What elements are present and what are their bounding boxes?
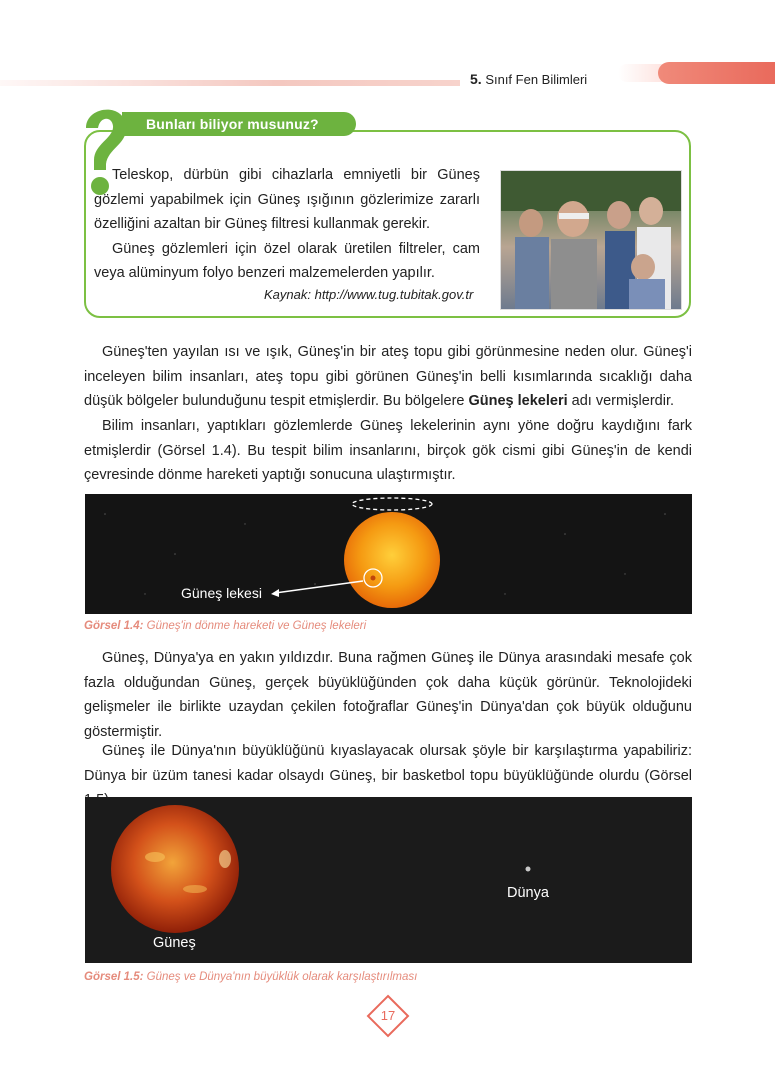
figure2-caption bbox=[84, 971, 417, 983]
p2-text: Bilim insanları, yaptıkları gözlemlerde Güneş lekelerinin aynı yöne doğru kaydığını fark etmişlerdir (Görsel 1.4). Bu tespit bilim insanlarını, birçok gök cismi gibi Güneş'in de kendi çevresinde dönme hareketi yaptığı sonucuna ulaştırmıştır. bbox=[84, 418, 692, 484]
body-paragraph-2 bbox=[84, 414, 692, 488]
header-line bbox=[0, 80, 460, 86]
info-paragraph-1: Teleskop, dürbün gibi cihazlarla emniyetli bir Güneş gözlemi yapabilmek için Güneş ışığının gözlerimize zararlı özelliğini azaltan bir Güneş filtresi kullanmak gerekir. bbox=[94, 167, 480, 232]
figure-sun-earth-comparison bbox=[85, 797, 692, 963]
header-title bbox=[470, 71, 587, 87]
photo-illustration bbox=[501, 171, 681, 309]
sun-rotation-illustration bbox=[85, 494, 692, 614]
body-paragraph-3 bbox=[84, 646, 692, 744]
earth-label: Dünya bbox=[507, 885, 549, 901]
p1-text: Güneş'ten yayılan ısı ve ışık, Güneş'in bir ateş topu gibi görünmesine neden olur. Güneş'i inceleyen bilim insanları, ateş topu gibi görünen Güneş'in belli kısımlarında sıcaklığı daha düşük bölgeler bulunduğunu tespit etmişlerdir. Bu bölgelere bbox=[84, 344, 692, 410]
figure1-caption bbox=[84, 620, 366, 632]
figure2-caption-number: Görsel 1.5: bbox=[84, 971, 144, 983]
figure2-caption-text: Güneş ve Dünya'nın büyüklük olarak karşılaştırılması bbox=[143, 971, 418, 983]
info-title: Bunları biliyor musunuz? bbox=[146, 116, 319, 132]
term-gunes-lekeleri: Güneş lekeleri bbox=[468, 393, 568, 410]
eclipse-viewers-photo bbox=[500, 170, 682, 310]
sunspot-label: Güneş lekesi bbox=[181, 585, 262, 601]
info-paragraph-2: Güneş gözlemleri için özel olarak üretilen filtreler, cam veya alüminyum folyo benzeri malzemelerden yapılır. bbox=[94, 240, 480, 281]
figure-sunspot-rotation bbox=[85, 494, 692, 614]
body-paragraph-1 bbox=[84, 340, 692, 414]
info-source: Kaynak: http://www.tug.tubitak.gov.tr bbox=[264, 287, 474, 302]
header-subject: Sınıf Fen Bilimleri bbox=[485, 72, 588, 87]
figure1-caption-number: Görsel 1.4: bbox=[84, 620, 144, 632]
header-accent-bar bbox=[658, 62, 775, 84]
info-text bbox=[94, 163, 480, 286]
p1-text-end: adı vermişlerdir. bbox=[567, 393, 675, 410]
p4-text: Güneş ile Dünya'nın büyüklüğünü kıyaslayacak olursak şöyle bir karşılaştırma yapabiliriz: Dünya bir üzüm tanesi kadar olsaydı Güneş, bir basketbol topu büyüklüğünde olurdu (Görsel bbox=[84, 743, 692, 784]
page-number: 17 bbox=[380, 1008, 396, 1023]
sun-label: Güneş bbox=[153, 935, 196, 951]
figure1-caption-text: Güneş'in dönme hareketi ve Güneş lekeleri bbox=[143, 620, 367, 632]
p3-text: Güneş, Dünya'ya en yakın yıldızdır. Buna rağmen Güneş ile Dünya arasındaki mesafe çok fazla olduğundan Güneş, gerçek büyüklüğünden çok daha küçük görünür. Teknolojideki gelişmeler ile birlikte uzaydan çekilen fotoğraflar Güneş'in Dünya'dan çok büyük olduğunu göstermiştir. bbox=[84, 650, 692, 740]
header-grade: 5. bbox=[470, 71, 482, 87]
